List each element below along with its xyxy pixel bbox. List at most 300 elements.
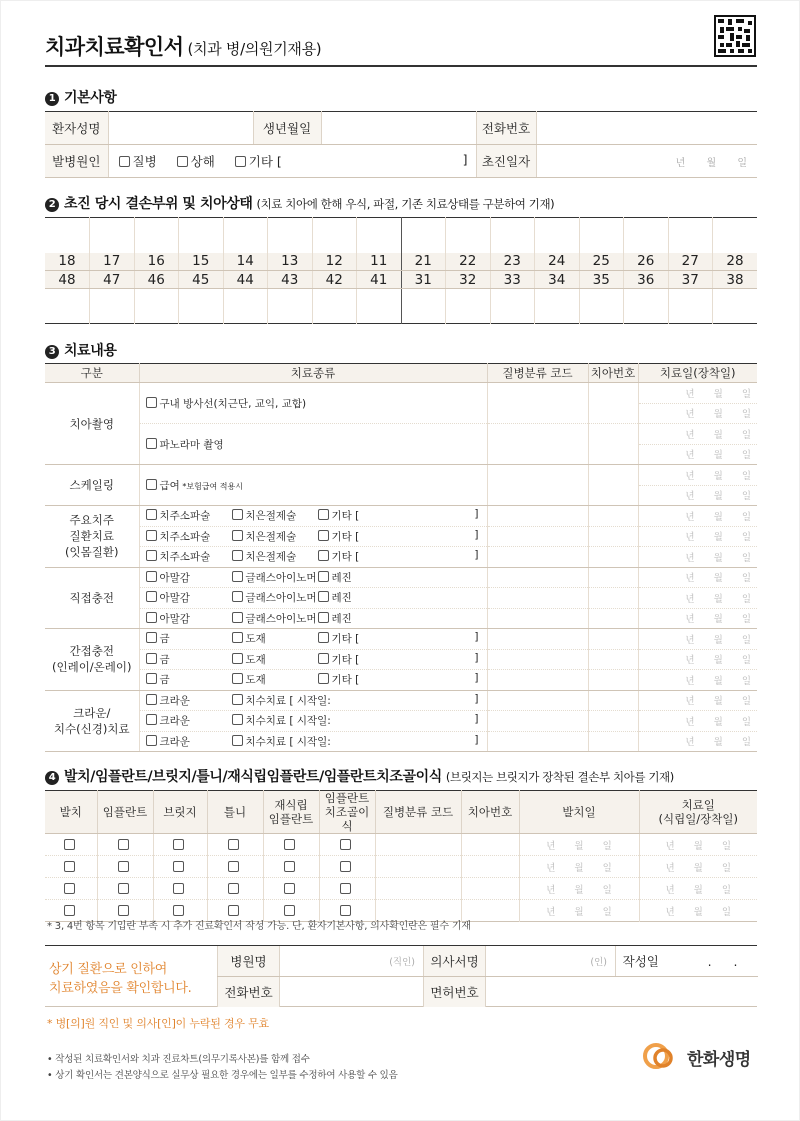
treatment-option xyxy=(232,652,318,667)
treatment-checkbox[interactable] xyxy=(146,479,157,490)
extraction-checkbox[interactable] xyxy=(118,861,129,872)
section2-note: (치료 치아에 한해 우식, 파절, 기존 치료상태를 구분하여 기재) xyxy=(256,197,555,211)
extraction-checkbox[interactable] xyxy=(228,905,239,916)
treatment-checkbox[interactable] xyxy=(232,714,243,725)
disease-code-field[interactable] xyxy=(487,588,588,609)
treatment-checkbox[interactable] xyxy=(232,653,243,664)
tooth-number-field[interactable] xyxy=(588,547,638,568)
treatment-checkbox[interactable] xyxy=(318,612,329,623)
treatment-option xyxy=(146,734,232,749)
treatment-date-field[interactable]: 년 월 일 xyxy=(638,424,757,445)
disease-code-field[interactable] xyxy=(487,670,588,691)
page-subtitle: (치과 병/의원기재용) xyxy=(187,40,322,58)
treatment-category: 주요치주 질환치료 (잇몸질환) xyxy=(45,506,139,568)
tooth-number-field[interactable] xyxy=(588,506,638,527)
extraction-header: 질병분류 코드 xyxy=(375,791,461,834)
extraction-checkbox[interactable] xyxy=(228,883,239,894)
treatment-option xyxy=(318,652,436,667)
extraction-date-field[interactable]: 년 월 일 xyxy=(519,900,639,922)
treatment-option xyxy=(146,693,232,708)
hospital-phone-field[interactable] xyxy=(280,977,424,1008)
treatment-checkbox[interactable] xyxy=(146,673,157,684)
treatment-option xyxy=(146,590,232,605)
disease-code-field[interactable] xyxy=(375,878,461,900)
cause-disease-checkbox[interactable] xyxy=(119,156,130,167)
tooth-status-cell[interactable] xyxy=(134,218,179,253)
hospital-label: 병원명 xyxy=(218,946,280,977)
tooth-number-field[interactable] xyxy=(588,465,638,506)
treatment-option-label: 크라운 xyxy=(159,694,190,707)
extraction-checkbox[interactable] xyxy=(340,883,351,894)
treatment-option xyxy=(232,590,318,605)
tooth-status-cell[interactable] xyxy=(446,289,491,324)
tooth-number-field[interactable] xyxy=(588,711,638,732)
section2-title: 2 초진 당시 결손부위 및 치아상태 (치료 치아에 한해 우식, 파절, 기존 치료상태를 구분하여 기재) xyxy=(45,193,554,213)
treatment-kind xyxy=(139,690,487,711)
tooth-number: 14 xyxy=(223,253,268,271)
write-date-label: 작성일 xyxy=(616,946,666,977)
treatment-date-field[interactable]: 년 월 일 xyxy=(638,731,757,752)
extraction-cell xyxy=(97,856,153,878)
implant-date-field[interactable]: 년 월 일 xyxy=(639,878,757,900)
treatment-option-label: 치수치료 [ 시작일: xyxy=(245,694,331,707)
treatment-option-label: 도재 xyxy=(245,653,266,666)
treatment-option xyxy=(146,437,232,452)
extraction-cell xyxy=(319,878,375,900)
extraction-checkbox[interactable] xyxy=(64,883,75,894)
tooth-number: 45 xyxy=(179,271,224,289)
extraction-checkbox[interactable] xyxy=(340,905,351,916)
treatment-option xyxy=(232,693,331,708)
disease-code-field[interactable] xyxy=(487,547,588,568)
tooth-number-field[interactable] xyxy=(461,856,519,878)
tooth-number-field[interactable] xyxy=(588,588,638,609)
treatment-date-field[interactable]: 년 월 일 xyxy=(638,649,757,670)
disease-code-field[interactable] xyxy=(487,383,588,424)
tooth-status-cell[interactable] xyxy=(713,289,758,324)
treatment-kind xyxy=(139,629,487,650)
treatment-option xyxy=(146,611,232,626)
treatment-option xyxy=(318,549,436,564)
treatment-checkbox[interactable] xyxy=(146,632,157,643)
treatment-option xyxy=(146,478,243,493)
extraction-checkbox[interactable] xyxy=(64,905,75,916)
tooth-status-cell[interactable] xyxy=(490,218,535,253)
disease-code-field[interactable] xyxy=(487,608,588,629)
treatment-option xyxy=(318,529,436,544)
tooth-number: 36 xyxy=(624,271,669,289)
disease-code-field[interactable] xyxy=(375,834,461,856)
extraction-checkbox[interactable] xyxy=(118,905,129,916)
cause-other-label: 기타 [ xyxy=(248,154,282,169)
tooth-number-field[interactable] xyxy=(588,670,638,691)
hospital-field[interactable]: (직인) xyxy=(280,946,424,977)
treatment-header: 질병분류 코드 xyxy=(487,364,588,383)
treatment-kind xyxy=(139,526,487,547)
treatment-checkbox[interactable] xyxy=(318,673,329,684)
extraction-header: 임플란트 xyxy=(97,791,153,834)
treatment-date-field[interactable]: 년 월 일 xyxy=(638,670,757,691)
doctor-sign-field[interactable]: (인) xyxy=(486,946,616,977)
cause-injury-checkbox[interactable] xyxy=(177,156,188,167)
extraction-cell xyxy=(319,834,375,856)
implant-date-field[interactable]: 년 월 일 xyxy=(639,900,757,922)
extraction-row xyxy=(45,856,757,878)
extraction-checkbox[interactable] xyxy=(173,905,184,916)
tooth-number: 11 xyxy=(357,253,402,271)
treatment-option xyxy=(232,570,318,585)
treatment-checkbox[interactable] xyxy=(146,550,157,561)
treatment-option-label: 파노라마 촬영 xyxy=(159,438,224,451)
tooth-number: 47 xyxy=(90,271,135,289)
treatment-category: 간접충전 (인레이/온레이) xyxy=(45,629,139,691)
tooth-status-cell[interactable] xyxy=(312,218,357,253)
birth-label: 생년월일 xyxy=(253,112,321,145)
patient-name-field[interactable] xyxy=(108,112,253,145)
treatment-option-label: 기타 [ xyxy=(331,510,360,523)
phone-field[interactable] xyxy=(536,112,757,145)
tooth-number-field[interactable] xyxy=(588,690,638,711)
extraction-checkbox[interactable] xyxy=(173,839,184,850)
cause-options xyxy=(108,145,476,178)
birth-field[interactable] xyxy=(321,112,476,145)
tooth-status-cell[interactable] xyxy=(535,218,580,253)
tooth-status-cell[interactable] xyxy=(401,218,446,253)
treatment-kind xyxy=(139,424,487,465)
tooth-status-cell[interactable] xyxy=(90,289,135,324)
treatment-checkbox[interactable] xyxy=(232,509,243,520)
extraction-checkbox[interactable] xyxy=(64,839,75,850)
bullet-2: • 상기 확인서는 견본양식으로 실무상 필요한 경우에는 일부를 수정하여 사용할 수 있음 xyxy=(47,1070,398,1081)
treatment-option-label: 레진 xyxy=(331,612,352,625)
treatment-date-field[interactable]: 년 월 일 xyxy=(638,588,757,609)
treatment-bracket-close: ] xyxy=(474,733,479,746)
treatment-option-label: 기타 [ xyxy=(331,633,360,646)
extraction-checkbox[interactable] xyxy=(284,883,295,894)
extraction-cell xyxy=(263,856,319,878)
treatment-category: 스케일링 xyxy=(45,465,139,506)
page-title: 치과치료확인서 (치과 병/의원기재용) xyxy=(45,35,322,59)
tooth-status-cell[interactable] xyxy=(45,289,90,324)
treatment-kind xyxy=(139,567,487,588)
tooth-status-cell[interactable] xyxy=(179,218,224,253)
treatment-kind xyxy=(139,383,487,424)
disease-code-field[interactable] xyxy=(375,856,461,878)
invalid-warning: * 병[의]원 직인 및 의사[인]이 누락된 경우 무효 xyxy=(47,1017,269,1030)
tooth-status-cell[interactable] xyxy=(624,218,669,253)
tooth-status-cell[interactable] xyxy=(624,289,669,324)
tooth-number: 12 xyxy=(312,253,357,271)
hospital-phone-label: 전화번호 xyxy=(218,977,280,1008)
treatment-checkbox[interactable] xyxy=(232,612,243,623)
treatment-date-field[interactable]: 년 월 일 xyxy=(638,547,757,568)
extraction-row xyxy=(45,878,757,900)
phone-label: 전화번호 xyxy=(476,112,536,145)
extraction-checkbox[interactable] xyxy=(64,861,75,872)
tooth-status-cell[interactable] xyxy=(668,289,713,324)
treatment-option xyxy=(146,631,232,646)
extraction-row xyxy=(45,834,757,856)
tooth-number: 22 xyxy=(446,253,491,271)
treatment-checkbox[interactable] xyxy=(146,591,157,602)
treatment-category: 크라운/ 치수(신경)치료 xyxy=(45,690,139,752)
treatment-checkbox[interactable] xyxy=(146,714,157,725)
tooth-status-cell[interactable] xyxy=(268,289,313,324)
treatment-checkbox[interactable] xyxy=(146,735,157,746)
tooth-status-cell[interactable] xyxy=(357,218,402,253)
treatment-checkbox[interactable] xyxy=(318,571,329,582)
treatment-option-label: 치은절제술 xyxy=(245,551,297,564)
treatment-kind xyxy=(139,711,487,732)
cause-injury-label: 상해 xyxy=(190,154,215,169)
tooth-number-field[interactable] xyxy=(588,649,638,670)
treatment-option-label: 아말감 xyxy=(159,592,190,605)
treatment-option xyxy=(146,713,232,728)
tooth-number-field[interactable] xyxy=(588,731,638,752)
treatment-bracket-close: ] xyxy=(474,651,479,664)
section-footnote: * 3, 4번 항목 기입란 부족 시 추가 진료확인서 작성 가능. 단, 환자기본사항, 의사확인란은 필수 기재 xyxy=(47,921,471,932)
extraction-cell xyxy=(153,834,207,856)
treatment-option-label: 크라운 xyxy=(159,735,190,748)
treatment-kind xyxy=(139,731,487,752)
treatment-checkbox[interactable] xyxy=(318,530,329,541)
treatment-date-field[interactable]: 년 월 일 xyxy=(638,506,757,527)
extraction-cell xyxy=(263,878,319,900)
extraction-header: 치료일 (식립일/장착일) xyxy=(639,791,757,834)
tooth-status-cell[interactable] xyxy=(668,218,713,253)
treatment-checkbox[interactable] xyxy=(146,438,157,449)
extraction-checkbox[interactable] xyxy=(340,861,351,872)
extraction-header: 브릿지 xyxy=(153,791,207,834)
extraction-cell xyxy=(45,878,97,900)
tooth-status-cell[interactable] xyxy=(312,289,357,324)
title-divider xyxy=(45,65,757,67)
treatment-header: 치료일(장착일) xyxy=(638,364,757,383)
treatment-checkbox[interactable] xyxy=(146,653,157,664)
extraction-checkbox[interactable] xyxy=(340,839,351,850)
treatment-date-field[interactable]: 년 월 일 xyxy=(638,403,757,424)
tooth-number-field[interactable] xyxy=(588,383,638,424)
tooth-number: 18 xyxy=(45,253,90,271)
tooth-number-field[interactable] xyxy=(461,878,519,900)
extraction-checkbox[interactable] xyxy=(228,839,239,850)
tooth-status-cell[interactable] xyxy=(713,218,758,253)
treatment-checkbox[interactable] xyxy=(232,591,243,602)
treatment-checkbox[interactable] xyxy=(232,550,243,561)
treatment-option-label: 레진 xyxy=(331,592,352,605)
treatment-kind xyxy=(139,649,487,670)
treatment-option-label: 기타 [ xyxy=(331,674,360,687)
treatment-bracket-close: ] xyxy=(474,528,479,541)
treatment-checkbox[interactable] xyxy=(146,694,157,705)
treatment-option-label: 급여 xyxy=(159,479,180,492)
extraction-implant-table xyxy=(45,790,757,922)
treatment-kind xyxy=(139,506,487,527)
extraction-cell xyxy=(153,878,207,900)
confirmation-text: 상기 질환으로 인하여 치료하였음을 확인합니다. xyxy=(49,962,192,996)
extraction-cell xyxy=(153,856,207,878)
treatment-table xyxy=(45,363,757,752)
treatment-option-label: 금 xyxy=(159,653,170,666)
tooth-status-cell[interactable] xyxy=(45,218,90,253)
tooth-number-field[interactable] xyxy=(588,567,638,588)
treatment-date-field[interactable]: 년 월 일 xyxy=(638,567,757,588)
extraction-checkbox[interactable] xyxy=(228,861,239,872)
disease-code-field[interactable] xyxy=(487,711,588,732)
tooth-number-field[interactable] xyxy=(461,834,519,856)
disease-code-field[interactable] xyxy=(487,506,588,527)
treatment-option-label: 기타 [ xyxy=(331,530,360,543)
tooth-status-cell[interactable] xyxy=(446,218,491,253)
extraction-date-field[interactable]: 년 월 일 xyxy=(519,878,639,900)
tooth-number: 28 xyxy=(713,253,758,271)
implant-date-field[interactable]: 년 월 일 xyxy=(639,856,757,878)
qr-code-icon xyxy=(714,15,756,57)
treatment-category: 직접충전 xyxy=(45,567,139,629)
brand-name: 한화생명 xyxy=(687,1050,751,1070)
disease-code-field[interactable] xyxy=(487,649,588,670)
tooth-status-cell[interactable] xyxy=(223,218,268,253)
treatment-option-label: 글래스아이노머 xyxy=(245,612,317,625)
license-field[interactable] xyxy=(486,977,758,1008)
treatment-checkbox[interactable] xyxy=(146,530,157,541)
treatment-kind xyxy=(139,547,487,568)
tooth-number: 13 xyxy=(268,253,313,271)
tooth-number-field[interactable] xyxy=(588,608,638,629)
tooth-chart xyxy=(45,217,757,324)
treatment-header: 구분 xyxy=(45,364,139,383)
treatment-date-field[interactable]: 년 월 일 xyxy=(638,383,757,404)
treatment-checkbox[interactable] xyxy=(232,735,243,746)
tooth-number: 21 xyxy=(401,253,446,271)
treatment-option xyxy=(318,672,436,687)
treatment-option xyxy=(146,529,232,544)
tooth-status-cell[interactable] xyxy=(579,289,624,324)
extraction-checkbox[interactable] xyxy=(284,839,295,850)
tooth-status-cell[interactable] xyxy=(268,218,313,253)
treatment-bracket-close: ] xyxy=(474,549,479,562)
write-date-field[interactable]: . . xyxy=(666,946,758,977)
cause-label: 발병원인 xyxy=(45,145,108,178)
tooth-status-cell[interactable] xyxy=(579,218,624,253)
treatment-option-label: 기타 [ xyxy=(331,653,360,666)
tooth-number-field[interactable] xyxy=(588,526,638,547)
disease-code-field[interactable] xyxy=(487,526,588,547)
first-visit-date-field[interactable]: 년 월 일 xyxy=(536,145,757,178)
tooth-status-cell[interactable] xyxy=(535,289,580,324)
treatment-checkbox[interactable] xyxy=(232,530,243,541)
tooth-status-cell[interactable] xyxy=(223,289,268,324)
extraction-date-field[interactable]: 년 월 일 xyxy=(519,856,639,878)
treatment-option xyxy=(232,631,318,646)
treatment-option xyxy=(318,508,436,523)
treatment-checkbox[interactable] xyxy=(232,673,243,684)
tooth-status-cell[interactable] xyxy=(134,289,179,324)
treatment-date-field[interactable]: 년 월 일 xyxy=(638,444,757,465)
disease-code-field[interactable] xyxy=(487,465,588,506)
extraction-checkbox[interactable] xyxy=(118,839,129,850)
tooth-status-cell[interactable] xyxy=(490,289,535,324)
doctor-sign-label: 의사서명 xyxy=(424,946,486,977)
treatment-date-field[interactable]: 년 월 일 xyxy=(638,629,757,650)
treatment-checkbox[interactable] xyxy=(146,612,157,623)
treatment-checkbox[interactable] xyxy=(318,653,329,664)
treatment-checkbox[interactable] xyxy=(232,632,243,643)
tooth-status-cell[interactable] xyxy=(179,289,224,324)
treatment-date-field[interactable]: 년 월 일 xyxy=(638,608,757,629)
tooth-number: 17 xyxy=(90,253,135,271)
treatment-option xyxy=(146,672,232,687)
tooth-status-cell[interactable] xyxy=(357,289,402,324)
extraction-checkbox[interactable] xyxy=(173,883,184,894)
tooth-status-cell[interactable] xyxy=(90,218,135,253)
implant-date-field[interactable]: 년 월 일 xyxy=(639,834,757,856)
treatment-checkbox[interactable] xyxy=(146,397,157,408)
treatment-date-field[interactable]: 년 월 일 xyxy=(638,485,757,506)
extraction-date-field[interactable]: 년 월 일 xyxy=(519,834,639,856)
tooth-number: 26 xyxy=(624,253,669,271)
extraction-checkbox[interactable] xyxy=(284,905,295,916)
treatment-option xyxy=(232,611,318,626)
disease-code-field[interactable] xyxy=(487,424,588,465)
tooth-number: 16 xyxy=(134,253,179,271)
treatment-option-label: 치은절제술 xyxy=(245,530,297,543)
treatment-checkbox[interactable] xyxy=(318,591,329,602)
disease-code-field[interactable] xyxy=(487,690,588,711)
extraction-cell xyxy=(45,856,97,878)
extraction-header: 임플란트 치조골이식 xyxy=(319,791,375,834)
cause-other-checkbox[interactable] xyxy=(235,156,246,167)
treatment-date-field[interactable]: 년 월 일 xyxy=(638,690,757,711)
tooth-number: 32 xyxy=(446,271,491,289)
treatment-date-field[interactable]: 년 월 일 xyxy=(638,711,757,732)
treatment-date-field[interactable]: 년 월 일 xyxy=(638,526,757,547)
treatment-option-label: 금 xyxy=(159,633,170,646)
treatment-date-field[interactable]: 년 월 일 xyxy=(638,465,757,486)
treatment-option xyxy=(232,672,318,687)
treatment-option-label: 아말감 xyxy=(159,612,190,625)
treatment-checkbox[interactable] xyxy=(146,571,157,582)
treatment-checkbox[interactable] xyxy=(232,694,243,705)
tooth-number: 25 xyxy=(579,253,624,271)
extraction-checkbox[interactable] xyxy=(118,883,129,894)
cause-disease-label: 질병 xyxy=(132,154,157,169)
treatment-checkbox[interactable] xyxy=(318,550,329,561)
treatment-checkbox[interactable] xyxy=(146,509,157,520)
section4-note: (브릿지는 브릿지가 장착된 결손부 치아를 기재) xyxy=(445,770,674,784)
tooth-status-cell[interactable] xyxy=(401,289,446,324)
tooth-number: 43 xyxy=(268,271,313,289)
tooth-number-field[interactable] xyxy=(588,424,638,465)
treatment-option-label: 치수치료 [ 시작일: xyxy=(245,735,331,748)
treatment-checkbox[interactable] xyxy=(318,632,329,643)
extraction-checkbox[interactable] xyxy=(284,861,295,872)
license-label: 면허번호 xyxy=(424,977,486,1008)
tooth-number: 42 xyxy=(312,271,357,289)
treatment-checkbox[interactable] xyxy=(318,509,329,520)
disease-code-field[interactable] xyxy=(487,731,588,752)
treatment-option-label: 치주소파술 xyxy=(159,551,211,564)
treatment-checkbox[interactable] xyxy=(232,571,243,582)
disease-code-field[interactable] xyxy=(487,567,588,588)
treatment-option-label: 아말감 xyxy=(159,571,190,584)
tooth-number-field[interactable] xyxy=(588,629,638,650)
extraction-cell xyxy=(97,834,153,856)
treatment-option xyxy=(318,570,436,585)
extraction-cell xyxy=(319,856,375,878)
extraction-checkbox[interactable] xyxy=(173,861,184,872)
disease-code-field[interactable] xyxy=(487,629,588,650)
